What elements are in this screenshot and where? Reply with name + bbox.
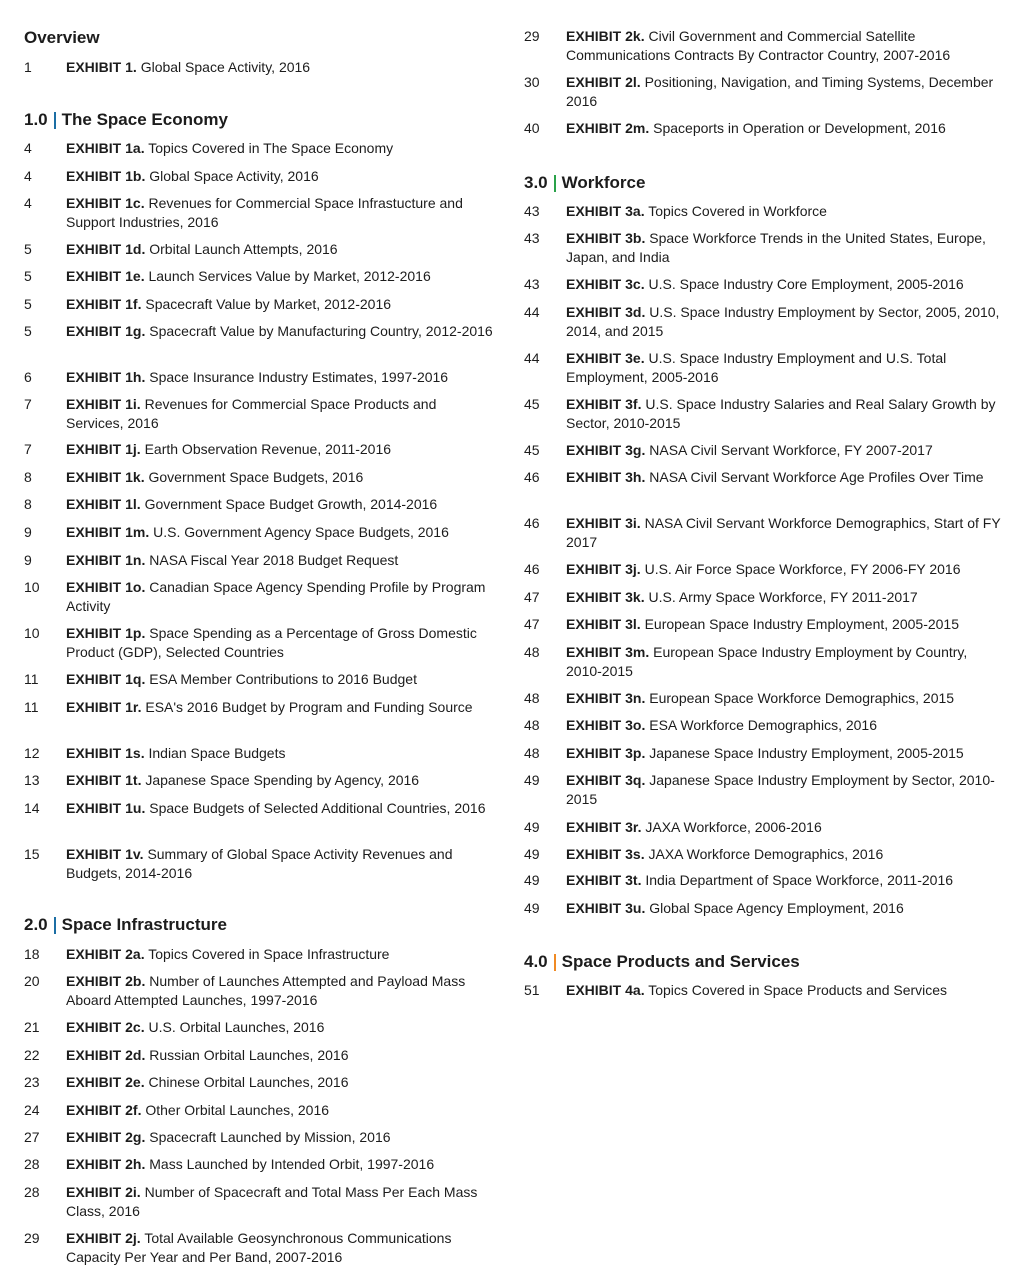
page-number: 14 <box>24 800 40 816</box>
exhibit-label: EXHIBIT 1s. <box>66 745 145 761</box>
exhibit-title: NASA Civil Servant Workforce, FY 2007-2017 <box>649 442 933 458</box>
exhibit-label: EXHIBIT 3u. <box>566 900 646 916</box>
page-number: 5 <box>24 268 32 284</box>
exhibit-text <box>566 716 1004 735</box>
exhibit-label: EXHIBIT 3t. <box>566 872 642 888</box>
page-number: 49 <box>524 872 540 888</box>
exhibit-label: EXHIBIT 1k. <box>66 469 145 485</box>
exhibit-label: EXHIBIT 2f. <box>66 1102 142 1118</box>
exhibit-text <box>66 1128 494 1147</box>
exhibit-label: EXHIBIT 3f. <box>566 396 642 412</box>
exhibit-title: U.S. Space Industry Salaries and Real Salary Growth by Sector, 2010-2015 <box>566 396 996 431</box>
exhibit-title: Space Workforce Trends in the United States, Europe, Japan, and India <box>566 230 986 265</box>
exhibit-text <box>66 945 494 964</box>
exhibit-title: NASA Civil Servant Workforce Age Profiles Over Time <box>649 469 984 485</box>
exhibit-title: Space Spending as a Percentage of Gross Domestic Product (GDP), Selected Countries <box>66 625 477 660</box>
exhibit-text <box>566 981 1004 1000</box>
exhibit-text <box>66 578 494 616</box>
section-heading-overview <box>24 28 100 48</box>
section-divider-bar <box>54 112 56 129</box>
exhibit-label: EXHIBIT 3h. <box>566 469 646 485</box>
exhibit-text <box>66 368 494 387</box>
exhibit-title: European Space Workforce Demographics, 2015 <box>649 690 955 706</box>
exhibit-label: EXHIBIT 1u. <box>66 800 146 816</box>
exhibit-text <box>66 1101 494 1120</box>
page-number: 10 <box>24 625 40 641</box>
exhibit-text <box>66 1183 494 1221</box>
section-divider-bar <box>554 954 556 971</box>
exhibit-text <box>66 845 494 883</box>
page-number: 4 <box>24 168 32 184</box>
exhibit-title: India Department of Space Workforce, 2011-2016 <box>645 872 954 888</box>
exhibit-title: Number of Spacecraft and Total Mass Per Each Mass Class, 2016 <box>66 1184 478 1219</box>
section-divider-bar <box>54 917 56 934</box>
page-number: 51 <box>524 982 540 998</box>
exhibit-text <box>66 670 494 689</box>
page-number: 1 <box>24 59 32 75</box>
page-number: 48 <box>524 690 540 706</box>
exhibit-label: EXHIBIT 1v. <box>66 846 144 862</box>
exhibit-title: Topics Covered in Workforce <box>648 203 827 219</box>
exhibit-title: ESA Member Contributions to 2016 Budget <box>149 671 417 687</box>
exhibit-title: Topics Covered in Space Infrastructure <box>148 946 390 962</box>
exhibit-text <box>566 560 1004 579</box>
exhibit-label: EXHIBIT 2e. <box>66 1074 145 1090</box>
exhibit-title: Canadian Space Agency Spending Profile by Program Activity <box>66 579 486 614</box>
exhibit-label: EXHIBIT 3s. <box>566 846 645 862</box>
page-number: 46 <box>524 515 540 531</box>
exhibit-label: EXHIBIT 3d. <box>566 304 646 320</box>
page-number: 15 <box>24 846 40 862</box>
exhibit-text <box>566 899 1004 918</box>
exhibit-title: European Space Industry Employment by Country, 2010-2015 <box>566 644 968 679</box>
exhibit-label: EXHIBIT 4a. <box>566 982 645 998</box>
exhibit-text <box>566 349 1004 387</box>
exhibit-label: EXHIBIT 1o. <box>66 579 146 595</box>
exhibit-text <box>66 240 494 259</box>
exhibit-text <box>566 818 1004 837</box>
exhibit-text <box>66 194 494 232</box>
exhibit-title: Topics Covered in Space Products and Services <box>648 982 948 998</box>
page-number: 30 <box>524 74 540 90</box>
exhibit-label: EXHIBIT 3g. <box>566 442 646 458</box>
page-number: 46 <box>524 469 540 485</box>
exhibit-label: EXHIBIT 1m. <box>66 524 150 540</box>
exhibit-label: EXHIBIT 2l. <box>566 74 641 90</box>
exhibit-label: EXHIBIT 2a. <box>66 946 145 962</box>
exhibit-label: EXHIBIT 1h. <box>66 369 146 385</box>
exhibit-text <box>566 514 1004 552</box>
section-number: 1.0 <box>24 110 48 129</box>
exhibit-label: EXHIBIT 3j. <box>566 561 641 577</box>
page-number: 18 <box>24 946 40 962</box>
exhibit-text <box>66 972 494 1010</box>
exhibit-text <box>66 1155 494 1174</box>
page-number: 13 <box>24 772 40 788</box>
exhibit-text <box>66 1046 494 1065</box>
exhibit-label: EXHIBIT 3e. <box>566 350 645 366</box>
exhibit-label: EXHIBIT 2g. <box>66 1129 146 1145</box>
exhibit-text <box>66 624 494 662</box>
exhibit-label: EXHIBIT 2j. <box>66 1230 141 1246</box>
exhibit-title: U.S. Orbital Launches, 2016 <box>148 1019 325 1035</box>
exhibit-text <box>566 468 1004 487</box>
section-number: 2.0 <box>24 915 48 934</box>
exhibit-title: NASA Civil Servant Workforce Demographics, Start of FY 2017 <box>566 515 1001 550</box>
exhibit-text <box>66 744 494 763</box>
section-divider-bar <box>554 175 556 192</box>
exhibit-text <box>66 267 494 286</box>
page-number: 9 <box>24 552 32 568</box>
page-number: 46 <box>524 561 540 577</box>
exhibit-label: EXHIBIT 3i. <box>566 515 641 531</box>
exhibit-title: Revenues for Commercial Space Products and Services, 2016 <box>66 396 437 431</box>
exhibit-text <box>66 468 494 487</box>
exhibit-title: ESA Workforce Demographics, 2016 <box>649 717 877 733</box>
exhibit-title: Japanese Space Spending by Agency, 2016 <box>145 772 420 788</box>
exhibit-text <box>566 615 1004 634</box>
exhibit-label: EXHIBIT 3k. <box>566 589 645 605</box>
section-heading-the-space-economy <box>24 110 228 130</box>
exhibit-title: Spacecraft Launched by Mission, 2016 <box>149 1129 391 1145</box>
page-number: 10 <box>24 579 40 595</box>
exhibit-label: EXHIBIT 3m. <box>566 644 650 660</box>
exhibit-label: EXHIBIT 2d. <box>66 1047 146 1063</box>
exhibit-label: EXHIBIT 1q. <box>66 671 146 687</box>
page-number: 43 <box>524 276 540 292</box>
exhibit-text <box>566 27 1004 65</box>
exhibit-title: Number of Launches Attempted and Payload Mass Aboard Attempted Launches, 1997-2016 <box>66 973 466 1008</box>
section-title: Space Products and Services <box>561 952 800 971</box>
exhibit-text <box>566 871 1004 890</box>
exhibit-text <box>566 441 1004 460</box>
section-number: 3.0 <box>524 173 548 192</box>
exhibit-title: European Space Industry Employment, 2005-2015 <box>644 616 959 632</box>
exhibit-text <box>566 202 1004 221</box>
exhibit-label: EXHIBIT 1e. <box>66 268 145 284</box>
exhibit-label: EXHIBIT 2c. <box>66 1019 145 1035</box>
exhibit-text <box>66 167 494 186</box>
exhibit-text <box>566 588 1004 607</box>
exhibit-title: Spaceports in Operation or Development, 2016 <box>653 120 946 136</box>
exhibit-title: U.S. Air Force Space Workforce, FY 2006-FY 2016 <box>644 561 961 577</box>
exhibit-title: U.S. Army Space Workforce, FY 2011-2017 <box>648 589 918 605</box>
page-number: 49 <box>524 819 540 835</box>
exhibit-title: Japanese Space Industry Employment by Sector, 2010-2015 <box>566 772 995 807</box>
exhibit-title: Spacecraft Value by Manufacturing Country, 2012-2016 <box>149 323 493 339</box>
exhibit-text <box>66 495 494 514</box>
exhibit-text <box>566 395 1004 433</box>
exhibit-label: EXHIBIT 1t. <box>66 772 142 788</box>
exhibit-label: EXHIBIT 1i. <box>66 396 141 412</box>
page-number: 8 <box>24 469 32 485</box>
exhibit-label: EXHIBIT 2k. <box>566 28 645 44</box>
exhibit-title: NASA Fiscal Year 2018 Budget Request <box>149 552 399 568</box>
exhibit-text <box>566 303 1004 341</box>
page-number: 40 <box>524 120 540 136</box>
exhibit-title: Positioning, Navigation, and Timing Systems, December 2016 <box>566 74 994 109</box>
page-number: 8 <box>24 496 32 512</box>
exhibit-title: U.S. Space Industry Employment by Sector, 2005, 2010, 2014, and 2015 <box>566 304 1000 339</box>
exhibit-label: EXHIBIT 1d. <box>66 241 146 257</box>
exhibit-title: Space Insurance Industry Estimates, 1997-2016 <box>149 369 449 385</box>
page-number: 48 <box>524 644 540 660</box>
exhibit-text <box>66 322 494 341</box>
section-number: 4.0 <box>524 952 548 971</box>
exhibit-text <box>66 799 494 818</box>
exhibit-label: EXHIBIT 3b. <box>566 230 646 246</box>
exhibit-text <box>566 119 1004 138</box>
exhibit-title: Orbital Launch Attempts, 2016 <box>149 241 338 257</box>
exhibit-title: Global Space Activity, 2016 <box>140 59 311 75</box>
exhibit-label: EXHIBIT 2b. <box>66 973 146 989</box>
page-number: 29 <box>24 1230 40 1246</box>
page-number: 47 <box>524 589 540 605</box>
exhibit-text <box>566 845 1004 864</box>
exhibit-title: Global Space Activity, 2016 <box>149 168 319 184</box>
exhibit-text <box>566 689 1004 708</box>
exhibit-label: EXHIBIT 1. <box>66 59 137 75</box>
exhibit-label: EXHIBIT 3p. <box>566 745 646 761</box>
exhibit-title: JAXA Workforce Demographics, 2016 <box>648 846 884 862</box>
page-number: 20 <box>24 973 40 989</box>
exhibit-text <box>566 771 1004 809</box>
exhibit-title: Indian Space Budgets <box>148 745 286 761</box>
page-number: 29 <box>524 28 540 44</box>
exhibit-label: EXHIBIT 1f. <box>66 296 142 312</box>
page-number: 49 <box>524 900 540 916</box>
exhibit-label: EXHIBIT 3c. <box>566 276 645 292</box>
page-number: 5 <box>24 296 32 312</box>
page-number: 24 <box>24 1102 40 1118</box>
exhibit-text <box>566 275 1004 294</box>
page-number: 28 <box>24 1184 40 1200</box>
exhibit-label: EXHIBIT 1r. <box>66 699 142 715</box>
exhibit-title: Spacecraft Value by Market, 2012-2016 <box>145 296 392 312</box>
exhibit-title: Global Space Agency Employment, 2016 <box>649 900 904 916</box>
exhibit-text <box>66 1229 494 1267</box>
exhibit-label: EXHIBIT 3l. <box>566 616 641 632</box>
page-number: 47 <box>524 616 540 632</box>
exhibit-label: EXHIBIT 1c. <box>66 195 145 211</box>
exhibit-label: EXHIBIT 2i. <box>66 1184 141 1200</box>
page-number: 6 <box>24 369 32 385</box>
exhibit-text <box>66 440 494 459</box>
page-number: 12 <box>24 745 40 761</box>
exhibit-label: EXHIBIT 1g. <box>66 323 146 339</box>
page-number: 44 <box>524 304 540 320</box>
exhibit-text <box>66 523 494 542</box>
exhibit-text <box>66 1018 494 1037</box>
section-heading-space-products-and-services <box>524 952 800 972</box>
page-number: 21 <box>24 1019 40 1035</box>
page-number: 28 <box>24 1156 40 1172</box>
section-heading-space-infrastructure <box>24 915 227 935</box>
exhibit-text <box>566 744 1004 763</box>
exhibit-title: Russian Orbital Launches, 2016 <box>149 1047 349 1063</box>
exhibit-label: EXHIBIT 2h. <box>66 1156 146 1172</box>
exhibit-title: U.S. Government Agency Space Budgets, 2016 <box>153 524 449 540</box>
exhibit-label: EXHIBIT 1l. <box>66 496 141 512</box>
exhibit-title: Government Space Budget Growth, 2014-2016 <box>144 496 438 512</box>
page-number: 43 <box>524 203 540 219</box>
page-number: 49 <box>524 846 540 862</box>
exhibit-text <box>66 698 494 717</box>
exhibit-title: Topics Covered in The Space Economy <box>148 140 394 156</box>
exhibit-title: Government Space Budgets, 2016 <box>148 469 364 485</box>
page-number: 48 <box>524 745 540 761</box>
exhibit-title: JAXA Workforce, 2006-2016 <box>645 819 822 835</box>
section-title: Workforce <box>561 173 646 192</box>
page-number: 44 <box>524 350 540 366</box>
page-number: 11 <box>24 699 39 715</box>
exhibit-title: Japanese Space Industry Employment, 2005-2015 <box>649 745 964 761</box>
page-number: 48 <box>524 717 540 733</box>
exhibit-text <box>566 73 1004 111</box>
page-number: 9 <box>24 524 32 540</box>
exhibit-text <box>66 395 494 433</box>
page-number: 11 <box>24 671 39 687</box>
exhibit-title: Civil Government and Commercial Satellite Communications Contracts By Contractor Country, 2007-2016 <box>566 28 951 63</box>
section-title: The Space Economy <box>61 110 228 129</box>
exhibit-text <box>66 1073 494 1092</box>
exhibit-label: EXHIBIT 3o. <box>566 717 646 733</box>
exhibit-label: EXHIBIT 3q. <box>566 772 646 788</box>
page-number: 43 <box>524 230 540 246</box>
exhibit-title: U.S. Space Industry Core Employment, 2005-2016 <box>648 276 964 292</box>
exhibit-text <box>566 643 1004 681</box>
exhibit-title: Revenues for Commercial Space Infrastucture and Support Industries, 2016 <box>66 195 463 230</box>
exhibit-label: EXHIBIT 1j. <box>66 441 141 457</box>
section-title: Overview <box>24 28 100 47</box>
page-number: 22 <box>24 1047 40 1063</box>
page-number: 7 <box>24 396 32 412</box>
exhibit-text <box>66 771 494 790</box>
section-title: Space Infrastructure <box>61 915 227 934</box>
exhibit-title: Other Orbital Launches, 2016 <box>145 1102 330 1118</box>
page-number: 23 <box>24 1074 40 1090</box>
exhibit-label: EXHIBIT 1b. <box>66 168 146 184</box>
exhibit-label: EXHIBIT 1a. <box>66 140 145 156</box>
exhibit-title: Earth Observation Revenue, 2011-2016 <box>144 441 392 457</box>
exhibit-title: Total Available Geosynchronous Communications Capacity Per Year and Per Band, 2007-2016 <box>66 1230 452 1265</box>
exhibit-label: EXHIBIT 3r. <box>566 819 642 835</box>
page-number: 49 <box>524 772 540 788</box>
section-heading-workforce <box>524 173 645 193</box>
page-number: 27 <box>24 1129 40 1145</box>
exhibit-title: Space Budgets of Selected Additional Countries, 2016 <box>149 800 486 816</box>
exhibit-label: EXHIBIT 2m. <box>566 120 650 136</box>
exhibit-text <box>66 139 494 158</box>
exhibit-title: Chinese Orbital Launches, 2016 <box>148 1074 349 1090</box>
exhibit-title: Launch Services Value by Market, 2012-2016 <box>148 268 431 284</box>
exhibit-title: U.S. Space Industry Employment and U.S. Total Employment, 2005-2016 <box>566 350 947 385</box>
exhibit-text <box>566 229 1004 267</box>
page-number: 7 <box>24 441 32 457</box>
exhibit-label: EXHIBIT 1n. <box>66 552 146 568</box>
exhibit-title: ESA's 2016 Budget by Program and Funding Source <box>145 699 473 715</box>
page-number: 4 <box>24 195 32 211</box>
page-number: 4 <box>24 140 32 156</box>
exhibit-text <box>66 551 494 570</box>
page-number: 45 <box>524 442 540 458</box>
page-number: 45 <box>524 396 540 412</box>
exhibit-title: Summary of Global Space Activity Revenues and Budgets, 2014-2016 <box>66 846 453 881</box>
exhibit-title: Mass Launched by Intended Orbit, 1997-2016 <box>149 1156 435 1172</box>
exhibit-label: EXHIBIT 1p. <box>66 625 146 641</box>
exhibit-label: EXHIBIT 3a. <box>566 203 645 219</box>
exhibit-text <box>66 295 494 314</box>
exhibit-text <box>66 58 494 77</box>
page-number: 5 <box>24 323 32 339</box>
exhibit-label: EXHIBIT 3n. <box>566 690 646 706</box>
page-number: 5 <box>24 241 32 257</box>
